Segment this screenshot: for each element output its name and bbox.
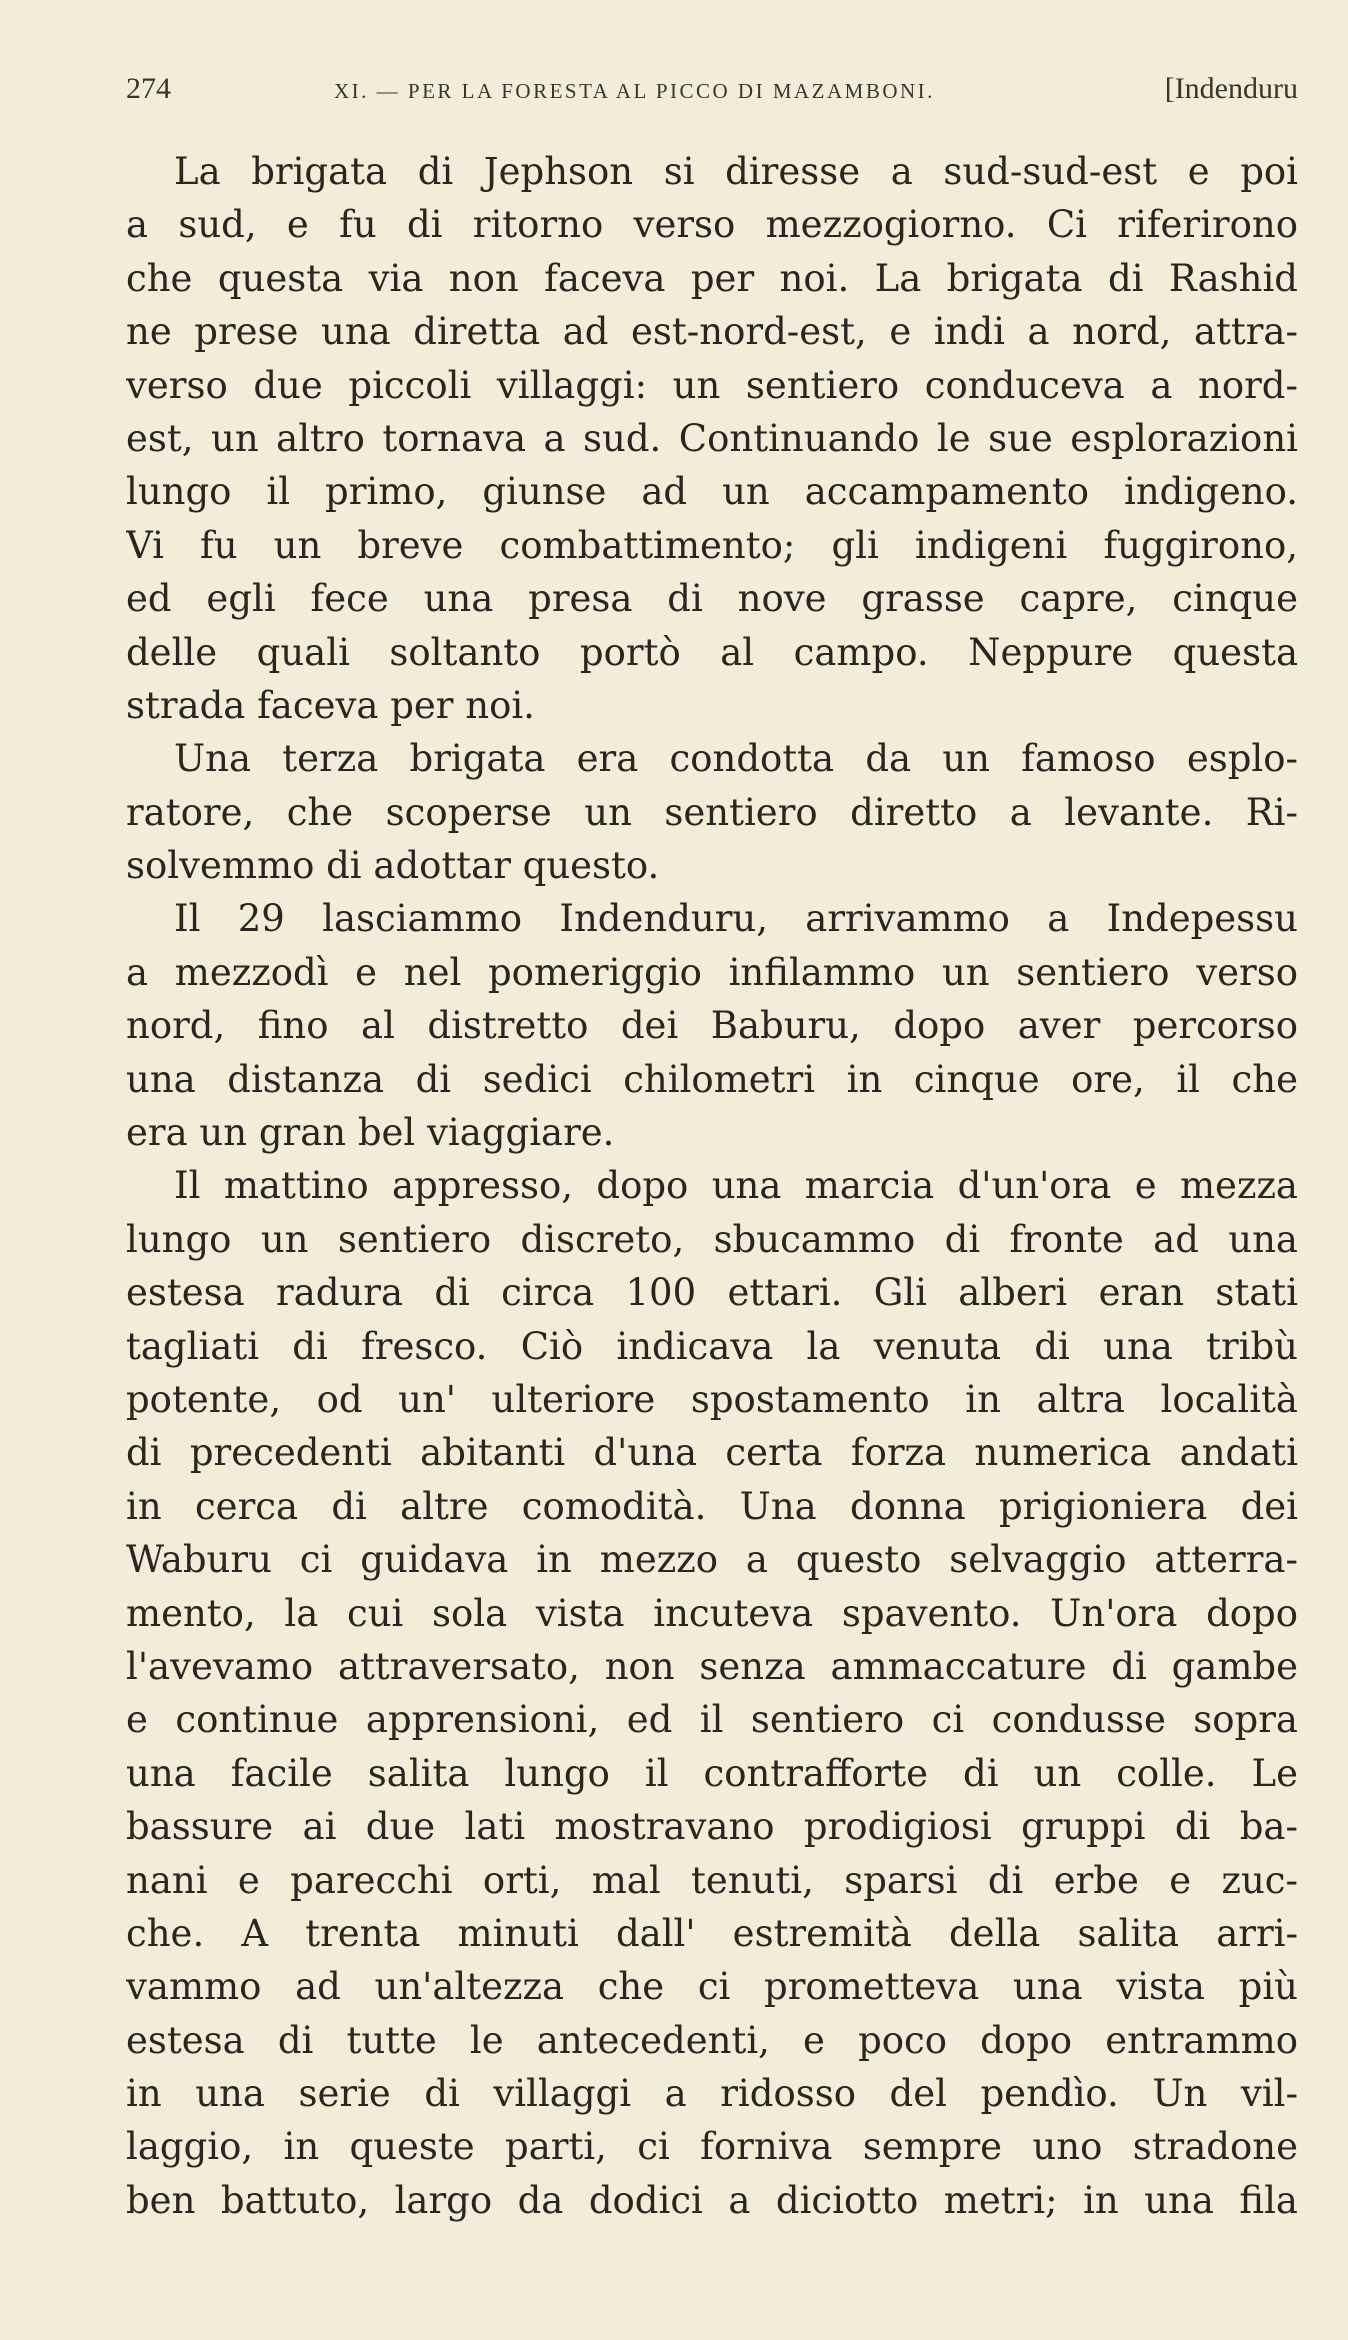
text-line: delle quali soltanto portò al campo. Neppure questa	[126, 630, 1298, 674]
text-line: lungo il primo, giunse ad un accampamento indigeno.	[126, 470, 1298, 514]
text-line: ratore, che scoperse un sentiero diretto a levante. Ri-	[126, 790, 1298, 834]
text-line: Il 29 lasciammo Indenduru, arrivammo a Indepessu	[174, 897, 1298, 941]
text-line: La brigata di Jephson si diresse a sud-sud-est e poi	[174, 150, 1298, 193]
text-line: in cerca di altre comodità. Una donna prigioniera dei	[126, 1484, 1298, 1528]
text-line: in una serie di villaggi a ridosso del pendìo. Un vil-	[126, 2072, 1298, 2116]
running-head	[126, 72, 1298, 116]
text-line: solvemmo di adottar questo.	[126, 844, 660, 888]
text-line: estesa di tutte le antecedenti, e poco dopo entrammo	[126, 2018, 1298, 2062]
text-line: una distanza di sedici chilometri in cinque ore, il che	[126, 1057, 1298, 1101]
text-line: ed egli fece una presa di nove grasse capre, cinque	[126, 577, 1298, 621]
text-line: est, un altro tornava a sud. Continuando le sue esplorazioni	[126, 416, 1298, 460]
text-line: e continue apprensioni, ed il sentiero ci condusse sopra	[126, 1698, 1298, 1742]
section-reference: [Indenduru	[1164, 72, 1298, 105]
chapter-title: XI. — PER LA FORESTA AL PICCO DI MAZAMBONI.	[334, 79, 935, 103]
body-text	[126, 145, 1298, 2227]
text-line: di precedenti abitanti d'una certa forza numerica andati	[126, 1431, 1298, 1475]
text-line: bassure ai due lati mostravano prodigiosi gruppi di ba-	[126, 1805, 1298, 1849]
text-line: che. A trenta minuti dall' estremità della salita arri-	[126, 1911, 1298, 1955]
text-line: nord, fino al distretto dei Baburu, dopo aver percorso	[126, 1004, 1298, 1048]
text-line: laggio, in queste parti, ci forniva sempre uno stradone	[126, 2125, 1298, 2169]
text-line: strada faceva per noi.	[126, 683, 535, 727]
text-line: a sud, e fu di ritorno verso mezzogiorno. Ci riferirono	[126, 203, 1298, 247]
text-line: estesa radura di circa 100 ettari. Gli alberi eran stati	[126, 1271, 1298, 1315]
text-line: mento, la cui sola vista incuteva spavento. Un'ora dopo	[126, 1591, 1298, 1635]
text-line: l'avevamo attraversato, non senza ammaccature di gambe	[126, 1644, 1298, 1688]
text-line: Una terza brigata era condotta da un famoso esplo-	[174, 737, 1298, 781]
page-number: 274	[126, 72, 171, 105]
text-line: verso due piccoli villaggi: un sentiero conduceva a nord-	[126, 363, 1298, 407]
text-line: potente, od un' ulteriore spostamento in altra località	[126, 1377, 1298, 1421]
text-line: ne prese una diretta ad est-nord-est, e indi a nord, attra-	[126, 310, 1298, 354]
text-line: ben battuto, largo da dodici a diciotto metri; in una fila	[126, 2178, 1298, 2222]
text-line: lungo un sentiero discreto, sbucammo di fronte ad una	[126, 1217, 1298, 1261]
text-line: a mezzodì e nel pomeriggio infilammo un sentiero verso	[126, 950, 1298, 994]
text-line: Il mattino appresso, dopo una marcia d'un'ora e mezza	[174, 1164, 1298, 1208]
text-line: che questa via non faceva per noi. La brigata di Rashid	[126, 256, 1298, 300]
text-line: Waburu ci guidava in mezzo a questo selvaggio atterra-	[126, 1538, 1298, 1582]
text-line: vammo ad un'altezza che ci prometteva una vista più	[126, 1965, 1298, 2009]
text-line: Vi fu un breve combattimento; gli indigeni fuggirono,	[126, 523, 1298, 567]
text-line: nani e parecchi orti, mal tenuti, sparsi di erbe e zuc-	[126, 1858, 1298, 1902]
text-line: una facile salita lungo il contrafforte di un colle. Le	[126, 1751, 1298, 1795]
text-line: tagliati di fresco. Ciò indicava la venuta di una tribù	[126, 1324, 1298, 1368]
text-line: era un gran bel viaggiare.	[126, 1111, 615, 1155]
